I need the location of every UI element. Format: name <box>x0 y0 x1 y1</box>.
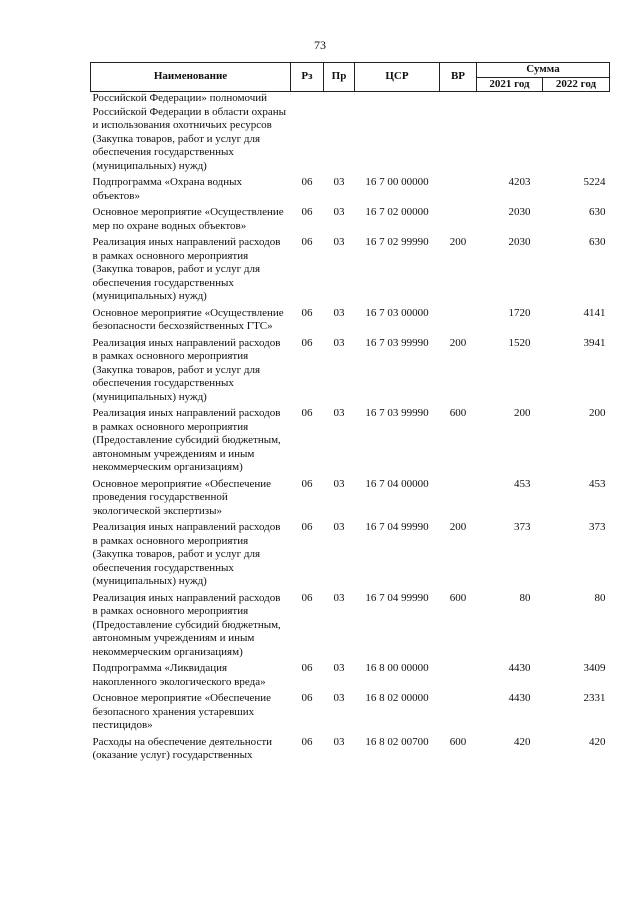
row-name: Российской Федерации» полномочий Российской Федерации в области охраны и использования охотничьих ресурсов (Закупка товаров, работ и услуг для обеспечения государственных (муниципальных) нужд) <box>92 92 287 172</box>
row-pr: 03 <box>333 236 345 248</box>
row-pr: 03 <box>333 336 345 349</box>
row-vr <box>440 662 477 692</box>
table-row <box>91 478 610 522</box>
row-name: Подпрограмма «Ликвидация накопленного экологического вреда» <box>92 662 266 688</box>
row-rz: 06 <box>301 176 313 188</box>
header-year-2022: 2022 год <box>543 77 610 92</box>
header-rz: Рз <box>291 63 324 92</box>
row-name: Реализация иных направлений расходов в рамках основного мероприятия (Закупка товаров, работ и услуг для обеспечения государственных (муниципальных) нужд) <box>92 336 281 403</box>
row-rz: 06 <box>301 306 313 319</box>
row-sum-2022: 5224 <box>583 176 606 188</box>
table-row <box>91 662 610 692</box>
row-pr: 03 <box>333 407 345 419</box>
header-csr: ЦСР <box>355 63 440 92</box>
row-sum-2021 <box>477 92 543 177</box>
row-vr: 200 <box>449 236 467 248</box>
row-rz: 06 <box>301 662 313 674</box>
row-pr: 03 <box>333 521 345 533</box>
row-csr: 16 7 03 99990 <box>365 407 429 419</box>
row-sum-2022: 200 <box>589 407 606 419</box>
table-row <box>91 736 610 766</box>
row-sum-2022: 630 <box>589 236 606 248</box>
row-sum-2022: 630 <box>589 206 606 218</box>
row-sum-2021: 200 <box>514 407 531 419</box>
row-rz: 06 <box>301 477 313 490</box>
row-sum-2022: 373 <box>589 521 606 533</box>
row-vr <box>440 307 477 337</box>
table-row <box>91 92 610 177</box>
row-csr: 16 7 04 99990 <box>365 591 429 604</box>
table-row <box>91 692 610 736</box>
row-vr <box>440 478 477 522</box>
row-rz: 06 <box>301 692 313 704</box>
row-sum-2021: 373 <box>514 521 531 533</box>
row-rz: 06 <box>301 407 313 419</box>
table-row <box>91 592 610 663</box>
row-name: Подпрограмма «Охрана водных объектов» <box>92 176 243 202</box>
row-sum-2022: 420 <box>589 735 606 748</box>
header-name: Наименование <box>91 63 291 92</box>
row-vr <box>440 692 477 736</box>
row-vr: 600 <box>449 591 467 604</box>
row-pr: 03 <box>333 735 345 748</box>
row-sum-2022: 453 <box>589 477 606 490</box>
row-csr <box>355 92 440 177</box>
row-pr: 03 <box>333 206 345 218</box>
row-name: Основное мероприятие «Обеспечение безопасного хранения устаревших пестицидов» <box>92 692 272 731</box>
row-name: Реализация иных направлений расходов в рамках основного мероприятия (Предоставление субсидий бюджетным, автономным учреждениям и иным некоммерческим организациям) <box>92 407 281 473</box>
row-vr <box>440 206 477 236</box>
header-year-2021: 2021 год <box>477 77 543 92</box>
row-pr: 03 <box>333 692 345 704</box>
row-sum-2021: 1720 <box>508 306 531 319</box>
row-pr: 03 <box>333 306 345 319</box>
row-rz: 06 <box>301 521 313 533</box>
row-sum-2021: 2030 <box>508 206 531 218</box>
row-sum-2022: 2331 <box>583 692 606 704</box>
row-vr: 600 <box>449 407 467 419</box>
row-sum-2021: 2030 <box>508 236 531 248</box>
table-row <box>91 337 610 408</box>
row-name: Реализация иных направлений расходов в рамках основного мероприятия (Предоставление субсидий бюджетным, автономным учреждениям и иным некоммерческим организациям) <box>92 591 281 658</box>
table-body <box>91 92 610 766</box>
row-name: Основное мероприятие «Обеспечение проведения государственной экологической экспертизы» <box>92 477 272 517</box>
row-name: Основное мероприятие «Осуществление мер по охране водных объектов» <box>92 206 284 232</box>
row-csr: 16 7 03 99990 <box>365 336 429 349</box>
row-pr <box>324 92 355 177</box>
row-pr: 03 <box>333 176 345 188</box>
table-row <box>91 521 610 592</box>
page-number: 73 <box>314 38 326 52</box>
row-sum-2021: 453 <box>514 477 531 490</box>
row-name: Реализация иных направлений расходов в рамках основного мероприятия (Закупка товаров, работ и услуг для обеспечения государственных (муниципальных) нужд) <box>92 236 281 302</box>
row-name: Реализация иных направлений расходов в рамках основного мероприятия (Закупка товаров, работ и услуг для обеспечения государственных (муниципальных) нужд) <box>92 521 281 587</box>
header-sum: Сумма <box>477 63 610 78</box>
table-row <box>91 176 610 206</box>
row-sum-2022: 3409 <box>583 662 606 674</box>
row-csr: 16 8 00 00000 <box>365 662 429 674</box>
row-name: Расходы на обеспечение деятельности (оказание услуг) государственных <box>92 735 273 761</box>
row-sum-2021: 1520 <box>508 336 531 349</box>
header-vr: ВР <box>440 63 477 92</box>
header-pr: Пр <box>324 63 355 92</box>
row-name: Основное мероприятие «Осуществление безопасности бесхозяйственных ГТС» <box>92 306 284 332</box>
row-rz: 06 <box>301 236 313 248</box>
row-vr <box>440 92 477 177</box>
budget-table <box>90 62 610 766</box>
row-csr: 16 7 04 99990 <box>365 521 429 533</box>
row-csr: 16 7 02 99990 <box>365 236 429 248</box>
table-row <box>91 206 610 236</box>
row-sum-2022: 4141 <box>583 306 606 319</box>
row-pr: 03 <box>333 662 345 674</box>
row-vr: 600 <box>449 735 467 748</box>
row-vr <box>440 176 477 206</box>
row-rz: 06 <box>301 591 313 604</box>
row-csr: 16 7 02 00000 <box>365 206 429 218</box>
row-sum-2022: 3941 <box>583 336 606 349</box>
row-sum-2021: 420 <box>514 735 531 748</box>
row-pr: 03 <box>333 591 345 604</box>
row-rz: 06 <box>301 336 313 349</box>
row-rz <box>291 92 324 177</box>
row-csr: 16 7 00 00000 <box>365 176 429 188</box>
row-sum-2022 <box>543 92 610 177</box>
row-vr: 200 <box>449 336 467 349</box>
row-rz: 06 <box>301 735 313 748</box>
row-sum-2022: 80 <box>594 591 606 604</box>
row-csr: 16 8 02 00000 <box>365 692 429 704</box>
row-sum-2021: 4430 <box>508 662 531 674</box>
row-pr: 03 <box>333 477 345 490</box>
row-sum-2021: 4430 <box>508 692 531 704</box>
row-csr: 16 8 02 00700 <box>365 735 429 748</box>
row-csr: 16 7 03 00000 <box>365 306 429 319</box>
row-csr: 16 7 04 00000 <box>365 477 429 490</box>
table-header <box>91 63 610 92</box>
table-row <box>91 236 610 307</box>
row-sum-2021: 80 <box>519 591 531 604</box>
table-row <box>91 307 610 337</box>
row-rz: 06 <box>301 206 313 218</box>
table-row <box>91 407 610 478</box>
row-sum-2021: 4203 <box>508 176 531 188</box>
row-vr: 200 <box>449 521 467 533</box>
